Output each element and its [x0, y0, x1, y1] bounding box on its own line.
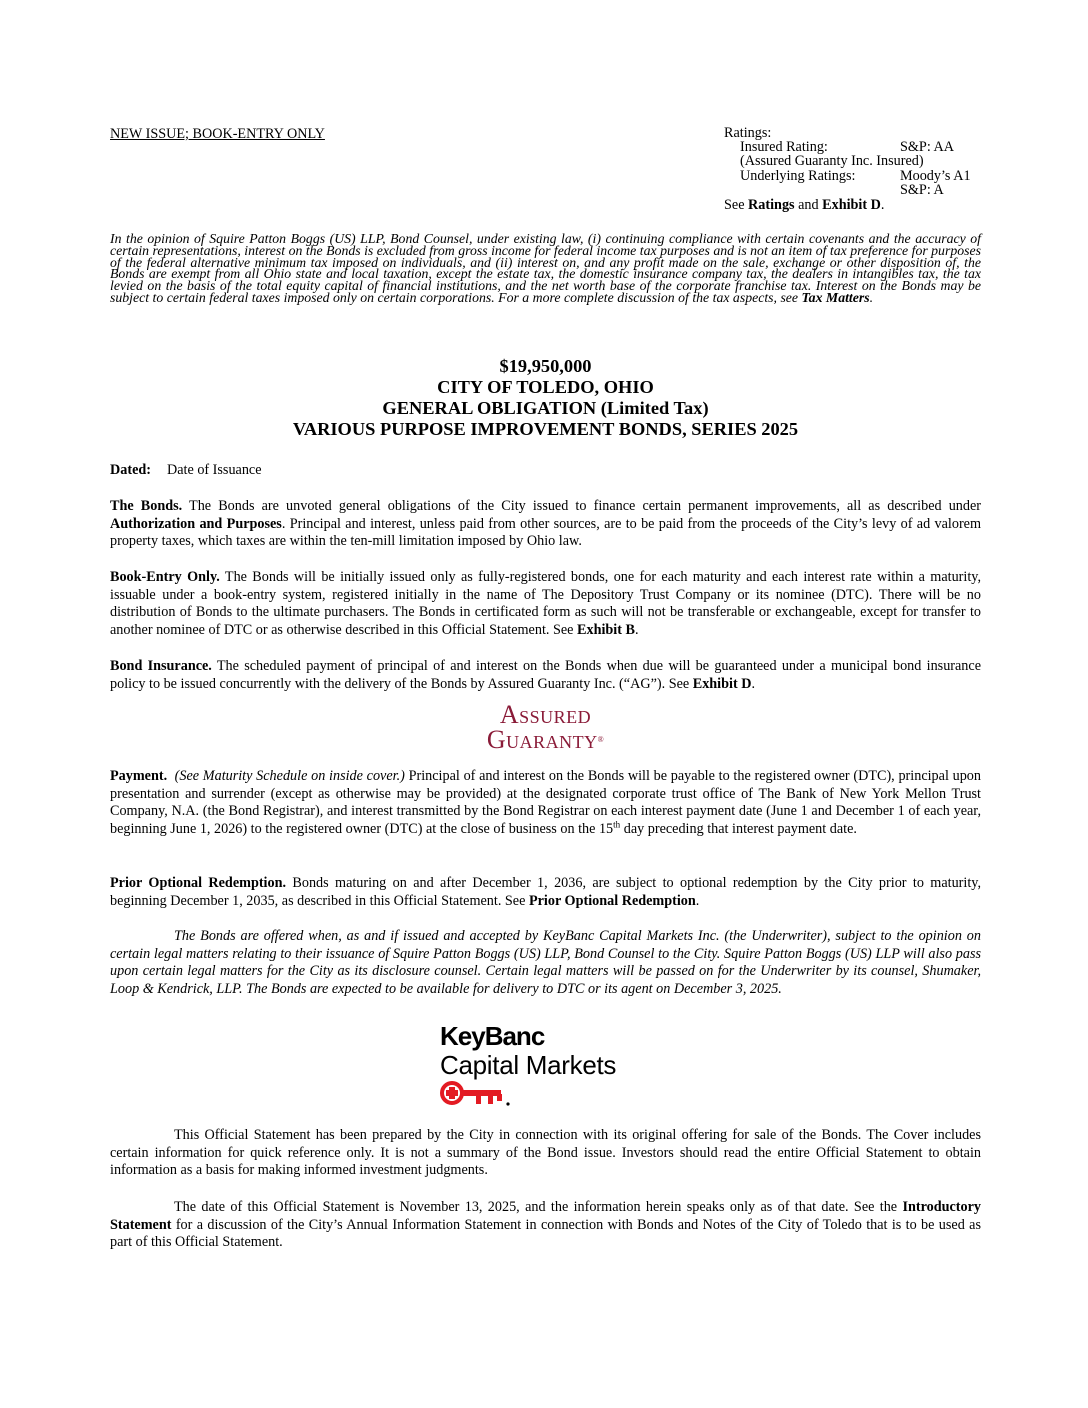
underlying-rating-value-1: Moody’s A1: [900, 167, 971, 184]
assured-logo-line-1: Assured: [499, 700, 592, 729]
keybanc-logo-line-2: Capital Markets: [440, 1050, 617, 1080]
insured-note-row: [724, 154, 984, 168]
insured-rating-label: Insured Rating:: [740, 139, 828, 156]
issuer-name: CITY OF TOLEDO, OHIO: [437, 377, 654, 397]
redemption-end: .: [695, 892, 700, 909]
book-entry-paragraph: [110, 569, 981, 639]
underlying-rating-value-2: S&P: A: [900, 181, 944, 198]
redemption-paragraph: [110, 875, 981, 910]
see-prefix: See: [724, 196, 745, 213]
book-entry-text: The Bonds will be initially issued only as fully-registered bonds, one for each maturity and each interest rate within a maturity, issuable under a book-entry system, registered initially in the name of The Depository Trust Company or its nominee (DTC). There will be no distribution of Bonds to the ultimate purchasers. The Bonds in certificated form as such will not be transferable or exchangeable, except for transfer to another nominee of DTC or as otherwise described in this Official Statement. See: [110, 569, 981, 638]
see-and: and: [798, 196, 819, 213]
ratings-link: Ratings: [748, 196, 795, 213]
offering-text: The Bonds are offered when, as and if issued and accepted by KeyBanc Capital Markets Inc. (the Underwriter), subject to the opinion on certain legal matters relating to their issuance of Squire Patton Boggs (US) LLP, Bond Counsel to the City. Squire Patton Boggs (US) LLP will also pass upon certain legal matters for the City as its disclosure counsel. Certain legal matters will be passed on for the Underwriter by its counsel, Shumaker, Loop & Kendrick, LLP. The Bonds are expected to be available for delivery to DTC or its agent on December 3, 2025.: [110, 928, 981, 997]
the-bonds-text-2: . Principal and interest, unless paid from other sources, are to be paid from the proceeds of the City’s levy of ad valorem property taxes, which taxes are within the ten-mill limitation imposed by Ohio law.: [110, 515, 981, 549]
redemption-text: Bonds maturing on and after December 1, 2036, are subject to optional redemption by the City prior to maturity, beginning December 1, 2035, as described in this Official Statement. See: [110, 875, 981, 909]
keybanc-logo: [440, 1022, 680, 1116]
bond-insurance-heading: Bond Insurance.: [110, 658, 212, 674]
key-icon: [440, 1080, 512, 1110]
bond-insurance-paragraph: [110, 658, 981, 693]
insured-rating-value: S&P: AA: [900, 139, 955, 156]
bond-insurance-end: .: [751, 675, 756, 692]
tax-opinion-text: In the opinion of Squire Patton Boggs (US) LLP, Bond Counsel, under existing law, (i) continuing compliance with certain covenants and the accuracy of certain representations, interest on the Bonds is excluded from gross income for federal income tax purposes and is not an item of tax preference for purposes of the federal alternative minimum tax imposed on individuals, and (ii) interest on, and any profit made on the sale, exchange or other disposition of, the Bonds are exempt from all Ohio state and local taxation, except the estate tax, the domestic insurance company tax, the dealers in intangibles tax, the tax levied on the basis of the total equity capital of financial institutions, and the net worth base of the corporate franchise tax. Interest on the Bonds may be subject to certain federal taxes imposed only on certain corporations. For a more complete discussion of the tax aspects, see: [110, 231, 981, 305]
statement-date-paragraph: [110, 1199, 981, 1252]
issue-type: NEW ISSUE; BOOK-ENTRY ONLY: [110, 126, 325, 142]
payment-text-2: day preceding that interest payment date.: [620, 820, 857, 837]
payment-sup: th: [613, 818, 621, 829]
assured-logo-word: Guaranty: [486, 725, 598, 754]
redemption-link: Prior Optional Redemption: [528, 892, 696, 909]
exhibit-b-link: Exhibit B: [577, 621, 635, 638]
payment-paragraph: [110, 768, 981, 838]
dated-label: Dated:: [110, 462, 151, 478]
see-end: .: [880, 196, 885, 213]
introductory-statement-link: Introductory Statement: [110, 1199, 981, 1233]
tax-opinion: [110, 233, 981, 304]
the-bonds-text: The Bonds are unvoted general obligations of the City issued to finance certain permanent improvements, all as described under: [182, 498, 982, 514]
tax-opinion-end: .: [869, 289, 874, 305]
bond-amount: $19,950,000: [499, 356, 592, 376]
underlying-rating-row-2: [724, 183, 984, 197]
bond-insurance-text: The scheduled payment of principal of and interest on the Bonds when due will be guaranteed under a municipal bond insurance policy to be issued concurrently with the delivery of the Bonds by Assured Guaranty Inc. (“AG”). See: [110, 658, 981, 692]
ratings-see-line: [724, 198, 984, 212]
redemption-heading: Prior Optional Redemption.: [110, 875, 287, 891]
underlying-rating-row: [724, 169, 984, 183]
underlying-rating-label: Underlying Ratings:: [740, 167, 856, 184]
insured-rating-note: (Assured Guaranty Inc. Insured): [740, 153, 924, 170]
authorization-link: Authorization and Purposes: [110, 515, 282, 532]
dated-value: Date of Issuance: [166, 462, 262, 478]
statement-date-text-2: for a discussion of the City’s Annual Information Statement in connection with Bonds and Notes of the City of Toledo that is to be used as part of this Official Statement.: [110, 1216, 981, 1250]
bond-series: VARIOUS PURPOSE IMPROVEMENT BONDS, SERIES 2025: [292, 419, 799, 439]
payment-heading: Payment.: [110, 768, 168, 784]
insurance-exhibit-d-link: Exhibit D: [692, 675, 752, 692]
insured-rating-row: [724, 140, 984, 154]
registered-mark: ®: [597, 735, 605, 744]
maturity-schedule-note: (See Maturity Schedule on inside cover.): [174, 768, 405, 784]
assured-guaranty-logo: [110, 702, 981, 752]
keybanc-logo-line-1: KeyBanc: [440, 1021, 545, 1051]
official-statement-text: This Official Statement has been prepared by the City in connection with its original offering for sale of the Bonds. The Cover includes certain information for quick reference only. It is not a summary of the Bond issue. Investors should read the entire Official Statement to obtain information as a basis for making informed investment judgments.: [110, 1127, 981, 1178]
tax-matters-link: Tax Matters: [801, 289, 870, 305]
the-bonds-paragraph: [110, 498, 981, 551]
ratings-block: [724, 126, 984, 212]
book-entry-heading: Book-Entry Only.: [110, 569, 220, 585]
payment-text: Principal of and interest on the Bonds will be payable to the registered owner (DTC), principal upon presentation and surrender (except as otherwise may be provided) at the designated corporate trust office of The Bank of New York Mellon Trust Company, N.A. (the Bond Registrar), and interest transmitted by the Bond Registrar on each interest payment date (June 1 and December 1 of each year, beginning June 1, 2026) to the registered owner (DTC) at the close of business on the 15: [110, 768, 981, 837]
offering-paragraph: [110, 928, 981, 998]
book-entry-end: .: [634, 621, 639, 638]
exhibit-d-link: Exhibit D: [822, 196, 881, 213]
assured-logo-line-2: [110, 727, 981, 752]
official-statement-paragraph: [110, 1127, 981, 1180]
statement-date-text: The date of this Official Statement is November 13, 2025, and the information herein speaks only as of that date. See the: [174, 1199, 903, 1215]
dated-line: [110, 462, 262, 480]
bond-type: GENERAL OBLIGATION (Limited Tax): [382, 398, 709, 418]
ratings-label: Ratings:: [724, 125, 772, 141]
the-bonds-heading: The Bonds.: [110, 498, 183, 514]
bond-title: [110, 356, 981, 440]
